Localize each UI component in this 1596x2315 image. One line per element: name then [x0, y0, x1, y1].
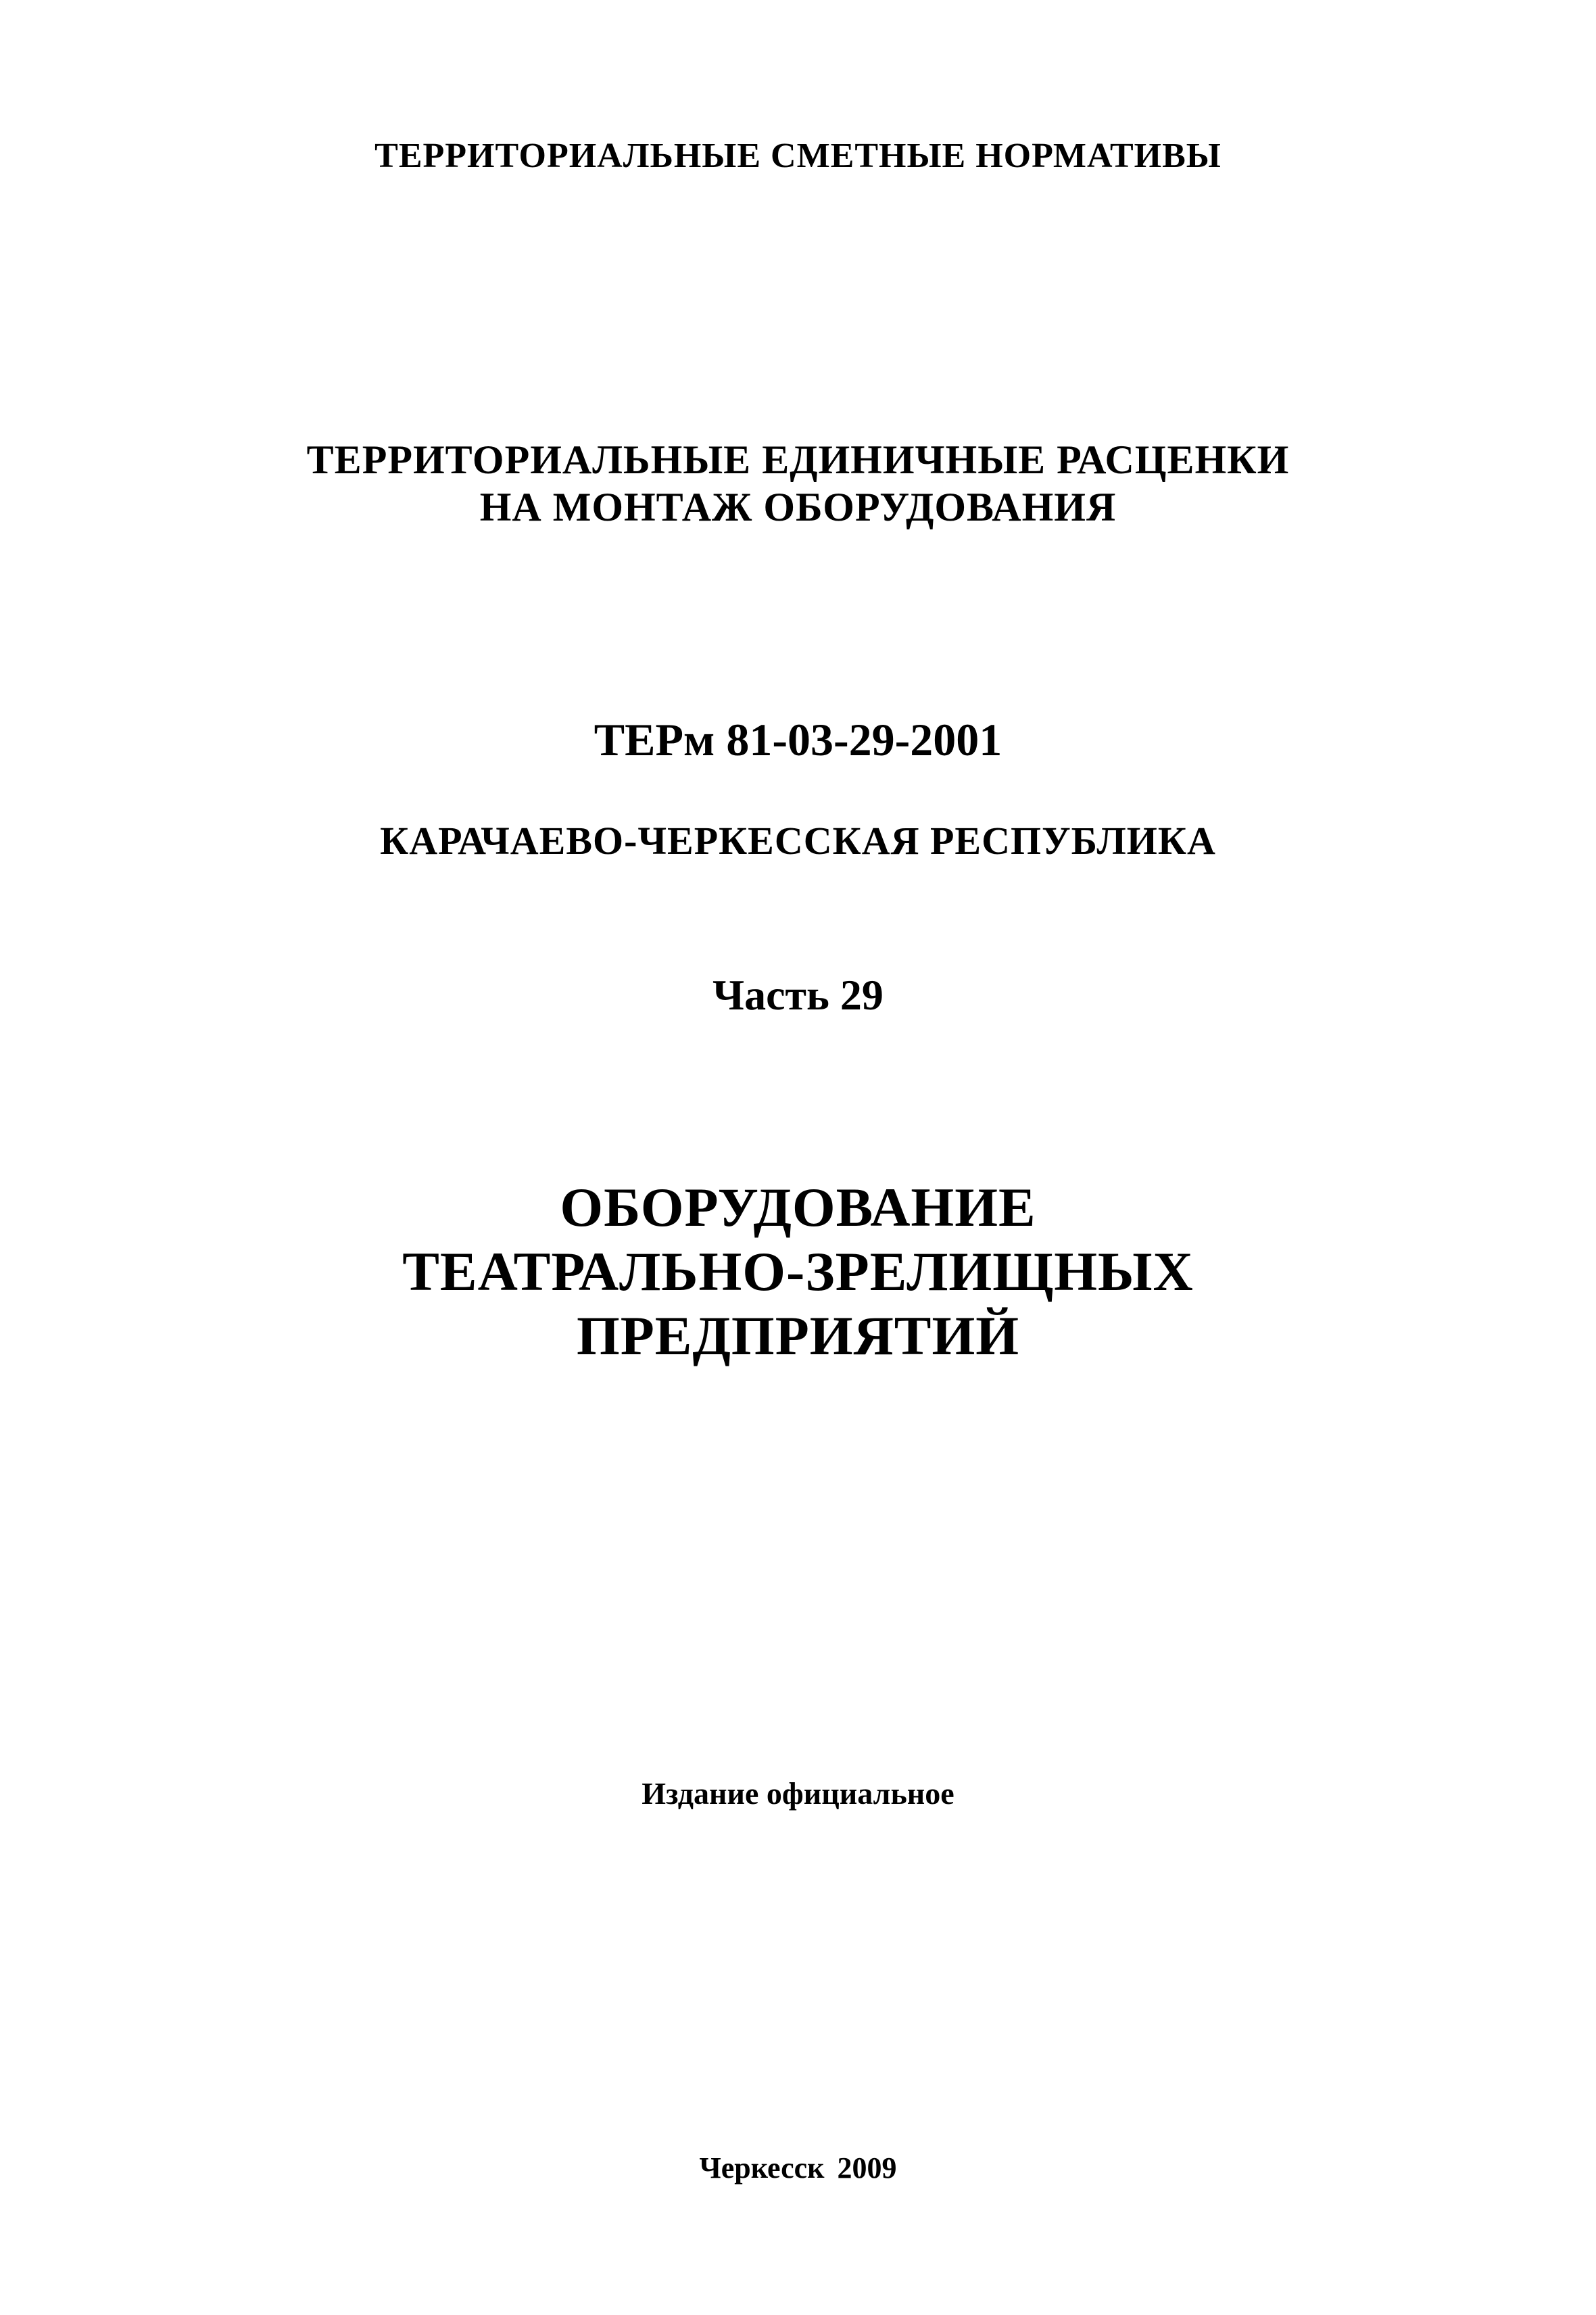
region-name: КАРАЧАЕВО-ЧЕРКЕССКАЯ РЕСПУБЛИКА: [380, 819, 1216, 863]
main-title-line-3: ПРЕДПРИЯТИЙ: [576, 1305, 1020, 1366]
imprint-city-year: Черкесск 2009: [699, 2151, 897, 2185]
edition-note: Издание официальное: [642, 1776, 954, 1811]
part-number: Часть 29: [712, 971, 884, 1019]
main-title-line-2: ТЕАТРАЛЬНО-ЗРЕЛИЩНЫХ: [402, 1241, 1194, 1302]
collection-title-line-2: НА МОНТАЖ ОБОРУДОВАНИЯ: [479, 485, 1117, 529]
series-heading: ТЕРРИТОРИАЛЬНЫЕ СМЕТНЫЕ НОРМАТИВЫ: [374, 137, 1222, 175]
collection-title-line-1: ТЕРРИТОРИАЛЬНЫЕ ЕДИНИЧНЫЕ РАСЦЕНКИ: [306, 437, 1290, 482]
main-title-line-1: ОБОРУДОВАНИЕ: [560, 1176, 1036, 1238]
document-code: ТЕРм 81-03-29-2001: [594, 714, 1002, 765]
